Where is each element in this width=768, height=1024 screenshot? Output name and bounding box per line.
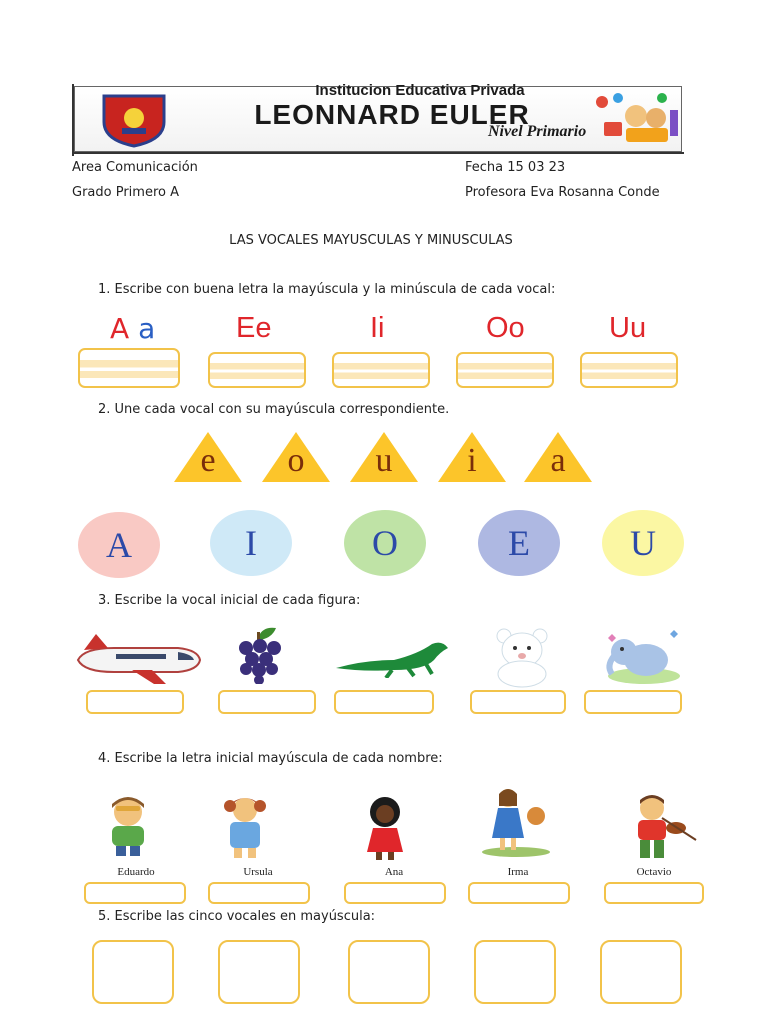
worksheet-title: LAS VOCALES MAYUSCULAS Y MINUSCULAS <box>229 233 513 248</box>
uppercase-answer-box[interactable] <box>92 940 174 1004</box>
airplane-icon <box>74 630 204 686</box>
exercise-3-instruction: 3. Escribe la vocal inicial de cada figura: <box>98 593 361 608</box>
vowel-pair: Ii <box>370 312 385 344</box>
writing-box-e[interactable] <box>208 352 306 388</box>
institution-label: Institucion Educativa Privada <box>315 82 525 99</box>
uppercase-oval[interactable] <box>344 510 426 576</box>
answer-box[interactable] <box>208 882 310 904</box>
lowercase-vowel[interactable]: u <box>375 442 393 479</box>
boy-violin-icon <box>612 794 698 860</box>
writing-box-a[interactable] <box>78 348 180 388</box>
uppercase-vowel: I <box>245 523 257 563</box>
student-name: Octavio <box>636 866 672 878</box>
vowel-pair: Oo <box>486 312 525 344</box>
teacher-label: Profesora Eva Rosanna Conde <box>465 185 660 200</box>
exercise-1-instruction: 1. Escribe con buena letra la mayúscula y la minúscula de cada vocal: <box>98 282 556 297</box>
level-label: Nivel Primario <box>488 123 587 140</box>
answer-box[interactable] <box>344 882 446 904</box>
vowel-lower: a <box>138 312 156 345</box>
lowercase-vowel[interactable]: e <box>200 442 216 479</box>
uppercase-answer-box[interactable] <box>218 940 300 1004</box>
boy-aviator-icon <box>96 792 160 858</box>
school-name: LEONNARD EULER <box>254 99 530 130</box>
answer-box[interactable] <box>86 690 184 714</box>
vowel-pair: Ee <box>236 312 272 344</box>
vowel-upper: A <box>110 312 130 345</box>
lowercase-vowel[interactable]: o <box>287 442 305 479</box>
grapes-icon <box>232 624 288 684</box>
uppercase-vowel: O <box>372 523 398 563</box>
exercise-4-instruction: 4. Escribe la letra inicial mayúscula de cada nombre: <box>98 751 443 766</box>
uppercase-oval[interactable] <box>478 510 560 576</box>
exercise-5-instruction: 5. Escribe las cinco vocales en mayúscula: <box>98 909 376 924</box>
uppercase-vowel: E <box>508 523 530 563</box>
grade-label: Grado Primero A <box>72 185 179 200</box>
answer-box[interactable] <box>334 690 434 714</box>
area-label: Area Comunicación <box>72 160 198 175</box>
uppercase-vowel: A <box>106 525 132 565</box>
date-label: Fecha 15 03 23 <box>465 160 566 175</box>
answer-box[interactable] <box>584 690 682 714</box>
uppercase-answer-box[interactable] <box>600 940 682 1004</box>
uppercase-vowel: U <box>630 523 656 563</box>
writing-box-o[interactable] <box>456 352 554 388</box>
banner-rule <box>72 152 684 154</box>
school-crest-icon <box>98 92 170 148</box>
lowercase-vowel[interactable]: a <box>550 442 566 479</box>
exercise-2-instruction: 2. Une cada vocal con su mayúscula correspondiente. <box>98 402 450 417</box>
uppercase-oval[interactable] <box>210 510 292 576</box>
uppercase-oval[interactable] <box>602 510 684 576</box>
student-name: Irma <box>507 866 529 878</box>
iguana-icon <box>334 634 452 678</box>
student-name: Eduardo <box>117 866 155 878</box>
vowel-pair: Uu <box>609 312 647 344</box>
answer-box[interactable] <box>84 882 186 904</box>
answer-box[interactable] <box>218 690 316 714</box>
student-name: Ursula <box>243 866 273 878</box>
answer-box[interactable] <box>468 882 570 904</box>
girl-ana-icon <box>356 796 414 860</box>
student-name: Ana <box>384 866 404 878</box>
uppercase-oval[interactable] <box>78 512 160 578</box>
elephant-icon <box>600 626 684 686</box>
kids-reading-icon <box>584 88 680 148</box>
uppercase-answer-box[interactable] <box>348 940 430 1004</box>
girl-irma-icon <box>478 786 554 858</box>
writing-box-i[interactable] <box>332 352 430 388</box>
bear-icon <box>484 628 560 688</box>
answer-box[interactable] <box>604 882 704 904</box>
answer-box[interactable] <box>470 690 566 714</box>
writing-box-u[interactable] <box>580 352 678 388</box>
girl-ursula-icon <box>216 794 274 860</box>
lowercase-vowel[interactable]: i <box>467 442 477 479</box>
banner-rule <box>72 84 74 156</box>
vowel-pair-a <box>110 312 155 345</box>
uppercase-answer-box[interactable] <box>474 940 556 1004</box>
